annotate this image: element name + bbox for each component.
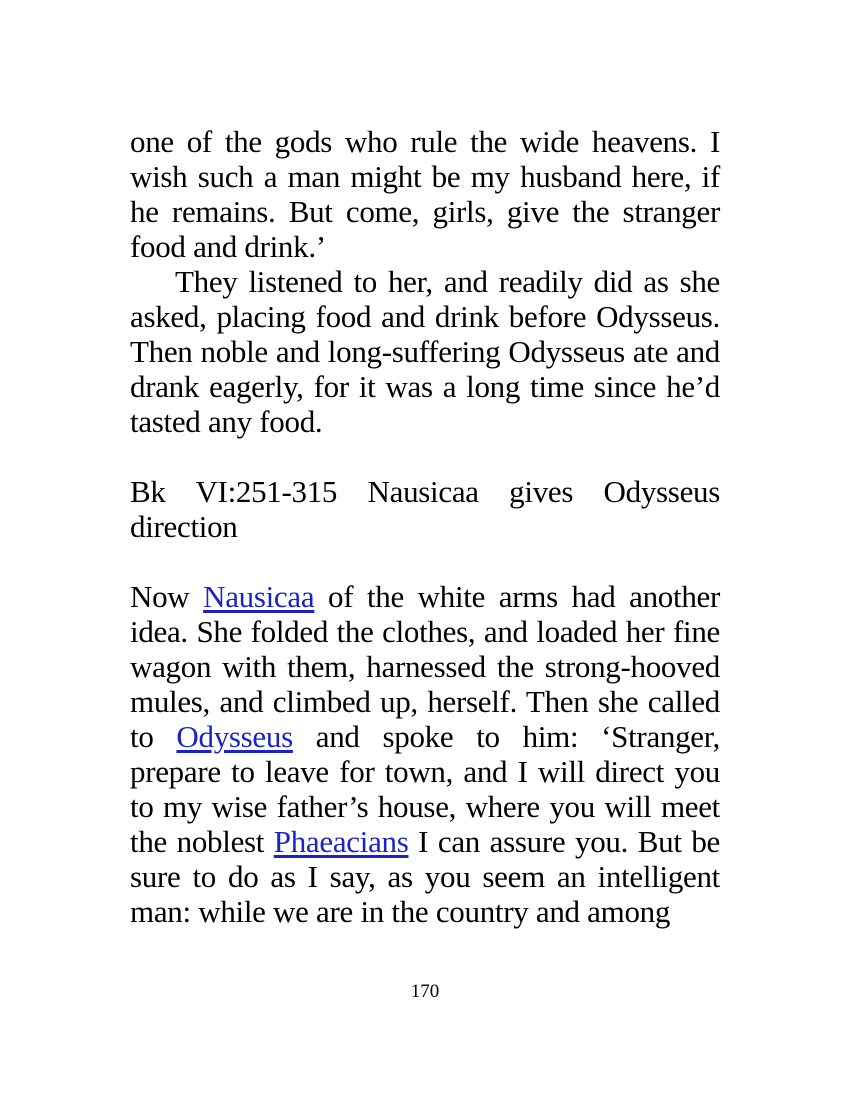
paragraph-3-text-3: and spoke to him: ‘Stranger, prepare to leave for town, and I will direct you to my wise father’s house, where you will meet the noblest bbox=[130, 719, 720, 859]
section-heading: Bk VI:251-315 Nausicaa gives Odysseus direction bbox=[130, 474, 720, 544]
link-nausicaa[interactable]: Nausicaa bbox=[203, 579, 315, 614]
paragraph-3 bbox=[130, 579, 720, 929]
link-odysseus[interactable]: Odysseus bbox=[176, 719, 293, 754]
paragraph-3-text-1: Now bbox=[130, 579, 204, 614]
paragraph-3-text-2: of the white arms had another idea. She folded the clothes, and loaded her fine wagon with them, harnessed the strong-hooved mules, and climbed up, herself. Then she called to bbox=[130, 579, 721, 754]
paragraph-1: one of the gods who rule the wide heavens. I wish such a man might be my husband here, if he remains. But come, girls, give the stranger food and drink.’ bbox=[130, 124, 720, 264]
page-body bbox=[130, 124, 720, 929]
page-number: 170 bbox=[410, 981, 440, 1002]
link-phaeacians[interactable]: Phaeacians bbox=[273, 824, 409, 859]
paragraph-3-text-4: I can assure you. But be sure to do as I say, as you seem an intelligent man: while we are in the country and among bbox=[130, 824, 720, 929]
paragraph-2: They listened to her, and readily did as she asked, placing food and drink before Odysseus. Then noble and long-suffering Odysseus ate and drank eagerly, for it was a long time since he’d tasted any food. bbox=[130, 264, 720, 439]
